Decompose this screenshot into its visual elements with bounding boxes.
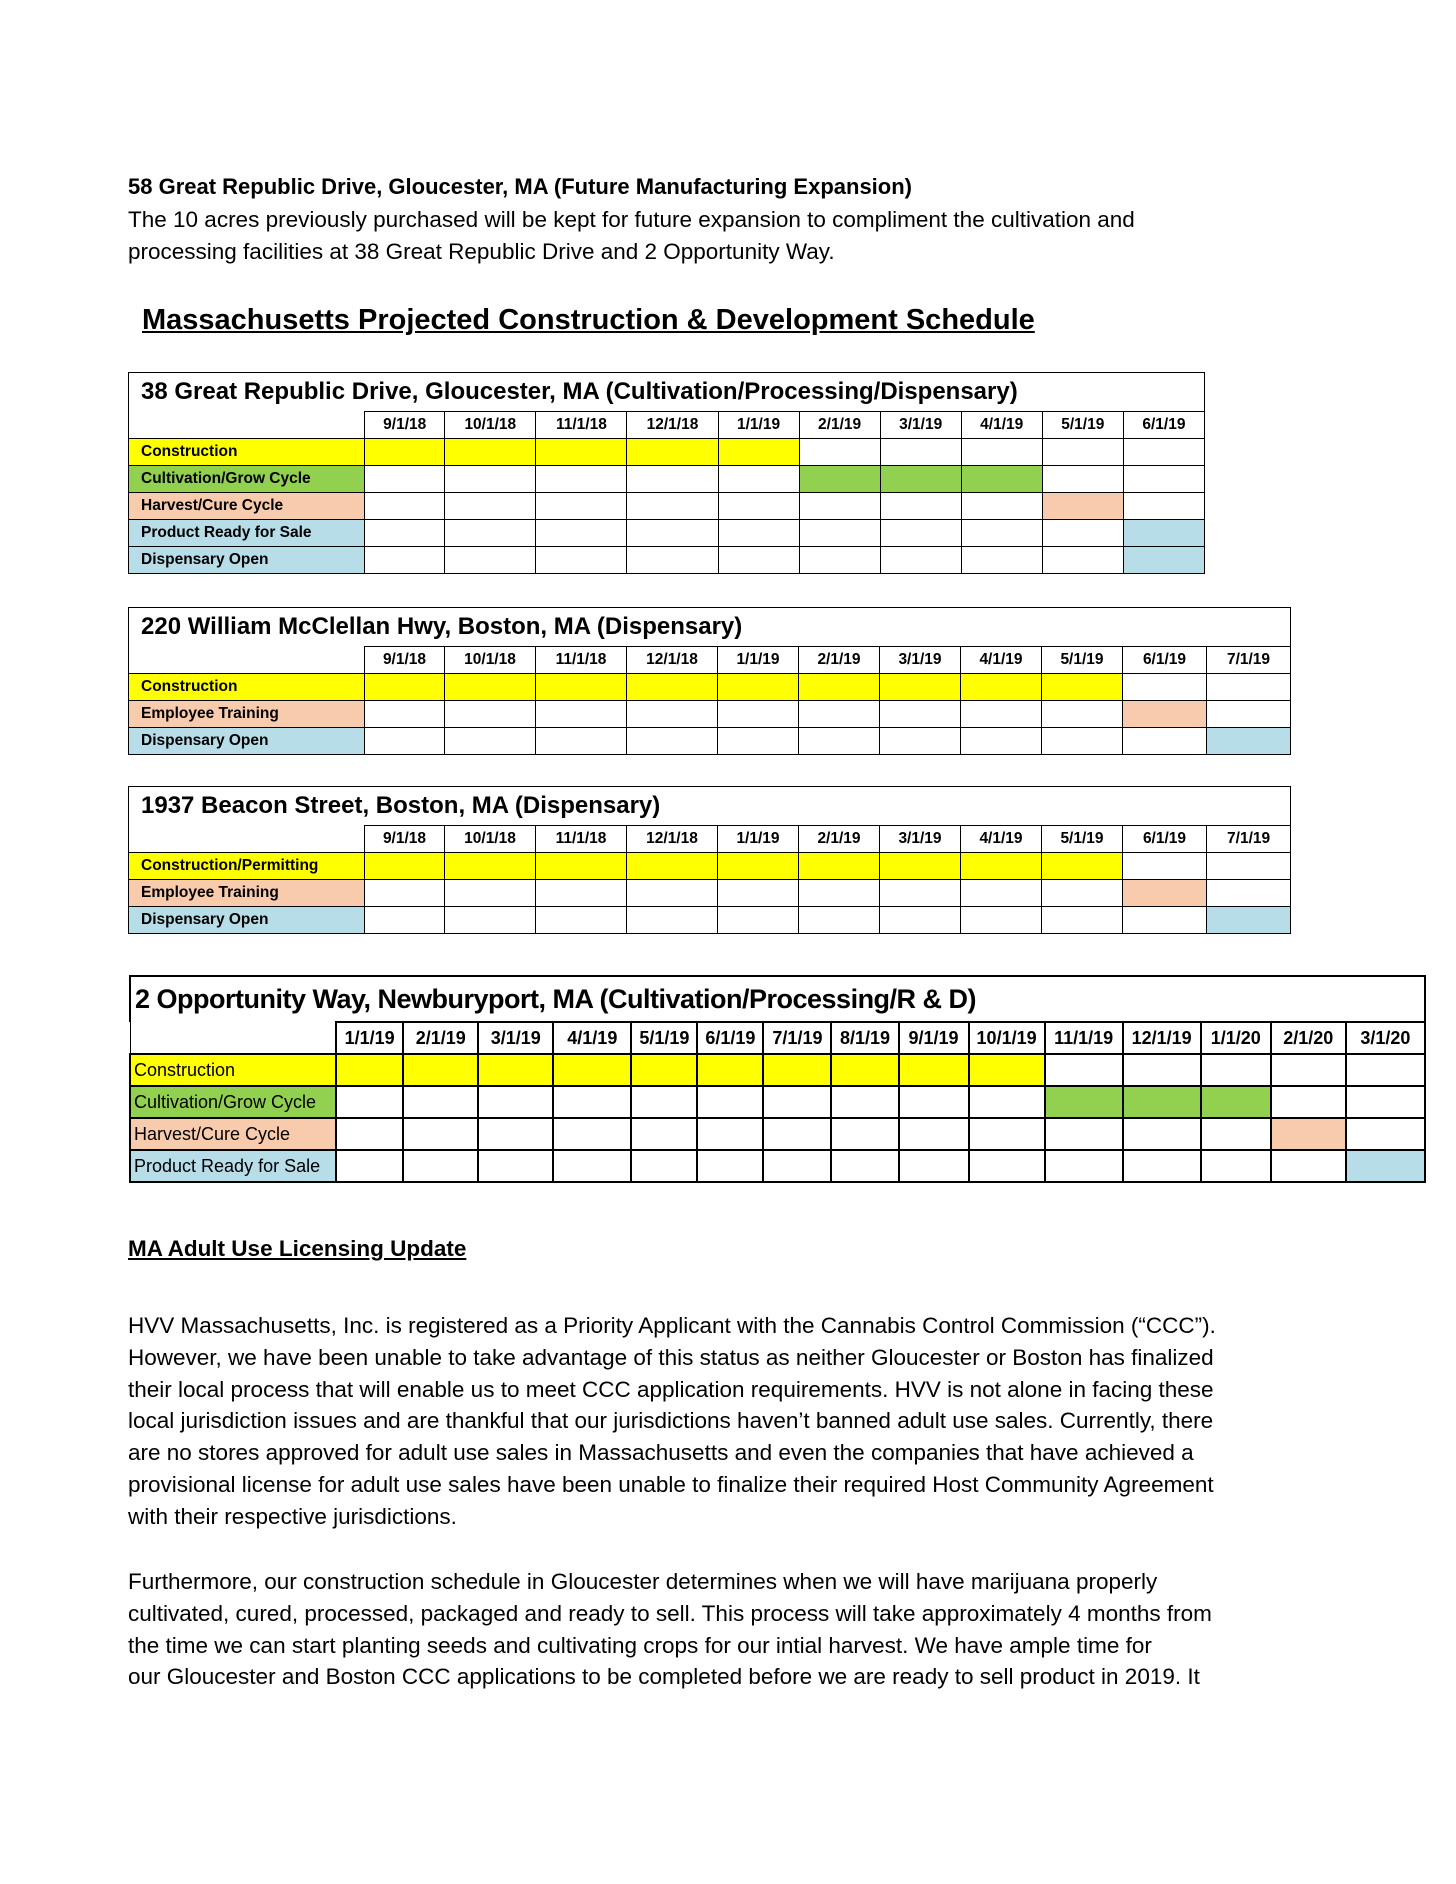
schedule-cell-empty	[445, 880, 536, 907]
schedule-row	[130, 1054, 1425, 1086]
date-header: 9/1/18	[365, 412, 445, 439]
schedule-cell-empty	[1346, 1118, 1425, 1150]
schedule-cell-empty	[478, 1086, 553, 1118]
schedule-cell-empty	[799, 701, 880, 728]
schedule-cell-filled	[718, 853, 799, 880]
schedule-cell-empty	[536, 493, 627, 520]
schedule-cell-empty	[961, 439, 1042, 466]
schedule-row	[130, 1118, 1425, 1150]
text-line: HVV Massachusetts, Inc. is registered as a Priority Applicant with the Cannabis Control Commission (“CCC”).	[128, 1313, 1216, 1338]
schedule-cell-empty	[365, 466, 445, 493]
schedule-cell-filled	[445, 439, 536, 466]
table-title: 2 Opportunity Way, Newburyport, MA (Cultivation/Processing/R & D)	[130, 976, 1425, 1022]
schedule-cell-filled	[718, 439, 799, 466]
schedule-cell-filled	[831, 1054, 898, 1086]
schedule-cell-empty	[631, 1086, 697, 1118]
text-line: the time we can start planting seeds and cultivating crops for our intial harvest. We have ample time for	[128, 1632, 1152, 1658]
schedule-cell-empty	[445, 701, 536, 728]
schedule-cell-empty	[1123, 853, 1207, 880]
schedule-cell-empty	[697, 1086, 763, 1118]
schedule-cell-empty	[536, 466, 627, 493]
schedule-cell-filled	[336, 1054, 403, 1086]
schedule-cell-filled	[718, 674, 799, 701]
schedule-cell-empty	[365, 880, 445, 907]
schedule-cell-empty	[961, 701, 1042, 728]
schedule-cell-filled	[1207, 728, 1291, 755]
intro-heading: 58 Great Republic Drive, Gloucester, MA (Future Manufacturing Expansion)	[128, 174, 912, 199]
schedule-cell-empty	[478, 1118, 553, 1150]
schedule-cell-empty	[697, 1118, 763, 1150]
schedule-cell-empty	[1123, 439, 1204, 466]
schedule-title: Massachusetts Projected Construction & Development Schedule	[142, 304, 1035, 336]
schedule-cell-filled	[961, 466, 1042, 493]
row-label: Product Ready for Sale	[129, 520, 365, 547]
schedule-cell-empty	[1271, 1086, 1346, 1118]
schedule-cell-empty	[1123, 674, 1207, 701]
schedule-cell-empty	[627, 520, 718, 547]
schedule-cell-empty	[1042, 439, 1123, 466]
table-title: 38 Great Republic Drive, Gloucester, MA (Cultivation/Processing/Dispensary)	[129, 373, 1205, 412]
row-label: Cultivation/Grow Cycle	[129, 466, 365, 493]
schedule-cell-empty	[1123, 1150, 1201, 1182]
schedule-table-gloucester	[128, 372, 1205, 574]
schedule-cell-empty	[1042, 907, 1123, 934]
schedule-cell-empty	[365, 493, 445, 520]
header-blank-cell	[130, 1022, 336, 1054]
schedule-cell-filled	[697, 1054, 763, 1086]
schedule-cell-empty	[799, 907, 880, 934]
date-header: 2/1/20	[1271, 1022, 1346, 1054]
schedule-cell-filled	[403, 1054, 478, 1086]
header-blank-cell	[129, 826, 365, 853]
schedule-cell-empty	[1042, 728, 1123, 755]
date-header: 5/1/19	[1042, 412, 1123, 439]
date-header: 7/1/19	[1207, 826, 1291, 853]
schedule-cell-filled	[961, 853, 1042, 880]
schedule-row	[129, 466, 1205, 493]
schedule-cell-empty	[627, 547, 718, 574]
date-header: 3/1/20	[1346, 1022, 1425, 1054]
schedule-cell-empty	[718, 520, 799, 547]
header-blank-cell	[129, 647, 365, 674]
schedule-cell-empty	[1207, 701, 1291, 728]
schedule-row	[129, 520, 1205, 547]
date-header: 10/1/18	[445, 647, 536, 674]
schedule-row	[130, 1150, 1425, 1182]
schedule-cell-empty	[1207, 674, 1291, 701]
schedule-cell-filled	[631, 1054, 697, 1086]
date-header: 5/1/19	[1042, 647, 1123, 674]
schedule-cell-empty	[445, 907, 536, 934]
schedule-cell-empty	[478, 1150, 553, 1182]
licensing-heading: MA Adult Use Licensing Update	[128, 1236, 467, 1261]
schedule-cell-empty	[336, 1150, 403, 1182]
schedule-cell-empty	[1207, 880, 1291, 907]
date-header: 2/1/19	[799, 826, 880, 853]
row-label: Product Ready for Sale	[130, 1150, 336, 1182]
row-label: Dispensary Open	[129, 728, 365, 755]
date-header: 3/1/19	[478, 1022, 553, 1054]
row-label: Harvest/Cure Cycle	[129, 493, 365, 520]
table-title: 220 William McClellan Hwy, Boston, MA (Dispensary)	[129, 608, 1291, 647]
schedule-cell-filled	[627, 853, 718, 880]
schedule-cell-empty	[799, 439, 880, 466]
schedule-cell-empty	[969, 1150, 1045, 1182]
schedule-cell-empty	[880, 907, 961, 934]
date-header: 1/1/19	[336, 1022, 403, 1054]
header-blank-cell	[129, 412, 365, 439]
row-label: Employee Training	[129, 701, 365, 728]
schedule-cell-filled	[1042, 493, 1123, 520]
schedule-cell-empty	[899, 1118, 969, 1150]
schedule-cell-empty	[799, 547, 880, 574]
schedule-cell-empty	[336, 1118, 403, 1150]
date-header: 12/1/19	[1123, 1022, 1201, 1054]
schedule-cell-empty	[961, 880, 1042, 907]
schedule-cell-empty	[718, 701, 799, 728]
schedule-cell-filled	[799, 674, 880, 701]
schedule-cell-filled	[627, 439, 718, 466]
schedule-cell-empty	[799, 728, 880, 755]
schedule-cell-empty	[627, 493, 718, 520]
date-header: 12/1/18	[627, 647, 718, 674]
schedule-cell-empty	[880, 701, 961, 728]
schedule-cell-filled	[478, 1054, 553, 1086]
schedule-cell-empty	[799, 493, 880, 520]
date-header: 4/1/19	[553, 1022, 631, 1054]
schedule-cell-empty	[1123, 1118, 1201, 1150]
schedule-cell-empty	[1123, 728, 1207, 755]
schedule-row	[130, 1086, 1425, 1118]
schedule-cell-filled	[365, 853, 445, 880]
schedule-cell-empty	[1045, 1054, 1123, 1086]
schedule-cell-empty	[831, 1086, 898, 1118]
date-header: 11/1/18	[536, 826, 627, 853]
schedule-cell-empty	[1123, 493, 1204, 520]
schedule-cell-empty	[365, 520, 445, 547]
schedule-cell-filled	[1207, 907, 1291, 934]
schedule-cell-filled	[365, 439, 445, 466]
schedule-cell-empty	[961, 728, 1042, 755]
date-header: 7/1/19	[1207, 647, 1291, 674]
intro-line: The 10 acres previously purchased will be kept for future expansion to compliment the cultivation and	[128, 207, 1135, 232]
schedule-cell-empty	[445, 520, 536, 547]
schedule-cell-empty	[365, 728, 445, 755]
date-header: 10/1/18	[445, 412, 536, 439]
schedule-cell-empty	[536, 701, 627, 728]
schedule-cell-empty	[536, 728, 627, 755]
schedule-row	[129, 728, 1291, 755]
schedule-cell-empty	[718, 493, 799, 520]
schedule-cell-empty	[1045, 1150, 1123, 1182]
schedule-cell-empty	[880, 493, 961, 520]
schedule-row	[129, 547, 1205, 574]
schedule-cell-empty	[718, 907, 799, 934]
schedule-cell-filled	[1271, 1118, 1346, 1150]
schedule-cell-empty	[403, 1118, 478, 1150]
schedule-cell-filled	[1045, 1086, 1123, 1118]
row-label: Cultivation/Grow Cycle	[130, 1086, 336, 1118]
row-label: Construction	[129, 439, 365, 466]
schedule-cell-empty	[536, 907, 627, 934]
schedule-cell-empty	[1346, 1054, 1425, 1086]
schedule-cell-filled	[763, 1054, 831, 1086]
schedule-cell-filled	[445, 674, 536, 701]
schedule-cell-empty	[536, 520, 627, 547]
schedule-cell-empty	[365, 701, 445, 728]
schedule-cell-empty	[1201, 1150, 1271, 1182]
schedule-cell-empty	[718, 466, 799, 493]
date-header: 3/1/19	[880, 826, 961, 853]
schedule-cell-empty	[445, 728, 536, 755]
schedule-cell-filled	[880, 674, 961, 701]
schedule-cell-filled	[1123, 701, 1207, 728]
schedule-row	[129, 493, 1205, 520]
schedule-cell-filled	[799, 853, 880, 880]
date-header: 11/1/18	[536, 647, 627, 674]
schedule-cell-filled	[799, 466, 880, 493]
schedule-cell-empty	[799, 880, 880, 907]
schedule-cell-empty	[627, 880, 718, 907]
schedule-cell-empty	[899, 1150, 969, 1182]
schedule-cell-empty	[553, 1086, 631, 1118]
schedule-cell-empty	[763, 1150, 831, 1182]
schedule-cell-empty	[1207, 853, 1291, 880]
date-header: 9/1/18	[365, 826, 445, 853]
date-header: 1/1/19	[718, 826, 799, 853]
schedule-cell-empty	[403, 1086, 478, 1118]
schedule-cell-filled	[445, 853, 536, 880]
schedule-cell-empty	[831, 1150, 898, 1182]
schedule-cell-empty	[627, 907, 718, 934]
schedule-cell-empty	[403, 1150, 478, 1182]
date-header: 1/1/19	[718, 412, 799, 439]
date-header: 4/1/19	[961, 412, 1042, 439]
schedule-cell-empty	[536, 547, 627, 574]
schedule-cell-empty	[880, 547, 961, 574]
schedule-cell-filled	[969, 1054, 1045, 1086]
schedule-cell-empty	[627, 466, 718, 493]
text-line: local jurisdiction issues and are thankful that our jurisdictions haven’t banned adult use sales. Currently, there	[128, 1408, 1214, 1434]
schedule-cell-empty	[631, 1118, 697, 1150]
date-header: 12/1/18	[627, 412, 718, 439]
date-header: 9/1/19	[899, 1022, 969, 1054]
text-line: cultivated, cured, processed, packaged and ready to sell. This process will take approximately 4 months from	[128, 1600, 1212, 1626]
schedule-cell-empty	[1042, 547, 1123, 574]
schedule-cell-empty	[365, 547, 445, 574]
schedule-cell-empty	[445, 547, 536, 574]
schedule-cell-filled	[1123, 547, 1204, 574]
schedule-cell-filled	[880, 853, 961, 880]
schedule-cell-empty	[1201, 1054, 1271, 1086]
schedule-cell-empty	[631, 1150, 697, 1182]
schedule-cell-empty	[1042, 466, 1123, 493]
date-header: 3/1/19	[880, 647, 961, 674]
date-header: 6/1/19	[1123, 826, 1207, 853]
row-label: Construction/Permitting	[129, 853, 365, 880]
schedule-cell-empty	[961, 520, 1042, 547]
schedule-cell-empty	[1123, 1054, 1201, 1086]
schedule-cell-empty	[880, 728, 961, 755]
schedule-cell-empty	[1271, 1054, 1346, 1086]
schedule-cell-filled	[536, 674, 627, 701]
date-header: 4/1/19	[961, 826, 1042, 853]
schedule-cell-empty	[627, 728, 718, 755]
schedule-cell-empty	[961, 547, 1042, 574]
date-header: 2/1/19	[799, 412, 880, 439]
schedule-cell-empty	[799, 520, 880, 547]
licensing-paragraph-1	[128, 1310, 1308, 1533]
schedule-cell-empty	[718, 880, 799, 907]
schedule-cell-empty	[1271, 1150, 1346, 1182]
row-label: Construction	[129, 674, 365, 701]
schedule-cell-empty	[718, 547, 799, 574]
schedule-cell-empty	[365, 907, 445, 934]
date-header: 11/1/19	[1045, 1022, 1123, 1054]
schedule-cell-empty	[1346, 1086, 1425, 1118]
schedule-cell-empty	[1123, 466, 1204, 493]
schedule-cell-empty	[899, 1086, 969, 1118]
row-label: Dispensary Open	[129, 907, 365, 934]
date-header: 2/1/19	[403, 1022, 478, 1054]
schedule-cell-filled	[899, 1054, 969, 1086]
schedule-cell-empty	[553, 1150, 631, 1182]
date-header: 5/1/19	[1042, 826, 1123, 853]
schedule-cell-empty	[831, 1118, 898, 1150]
date-header: 1/1/19	[718, 647, 799, 674]
text-line: with their respective jurisdictions.	[128, 1503, 457, 1529]
schedule-cell-filled	[1042, 674, 1123, 701]
schedule-table-beacon-street	[128, 786, 1291, 934]
text-line: provisional license for adult use sales have been unable to finalize their required Host Community Agreement	[128, 1471, 1214, 1497]
schedule-cell-empty	[763, 1086, 831, 1118]
schedule-cell-empty	[336, 1086, 403, 1118]
row-label: Dispensary Open	[129, 547, 365, 574]
schedule-cell-filled	[553, 1054, 631, 1086]
schedule-cell-filled	[880, 466, 961, 493]
schedule-table-opportunity-way	[129, 975, 1426, 1183]
date-header: 6/1/19	[697, 1022, 763, 1054]
schedule-cell-empty	[880, 439, 961, 466]
schedule-table-william-mcclellan	[128, 607, 1291, 755]
schedule-cell-empty	[961, 493, 1042, 520]
schedule-cell-empty	[718, 728, 799, 755]
schedule-row	[129, 853, 1291, 880]
text-line: our Gloucester and Boston CCC applications to be completed before we are ready to sell product in 2019. It	[128, 1664, 1200, 1690]
date-header: 6/1/19	[1123, 412, 1204, 439]
schedule-row	[129, 439, 1205, 466]
schedule-cell-filled	[1346, 1150, 1425, 1182]
schedule-cell-filled	[627, 674, 718, 701]
schedule-row	[129, 701, 1291, 728]
schedule-cell-filled	[1123, 1086, 1201, 1118]
schedule-cell-empty	[1201, 1118, 1271, 1150]
schedule-cell-empty	[880, 880, 961, 907]
date-header: 9/1/18	[365, 647, 445, 674]
date-header: 2/1/19	[799, 647, 880, 674]
date-header: 1/1/20	[1201, 1022, 1271, 1054]
schedule-cell-empty	[1045, 1118, 1123, 1150]
date-header: 7/1/19	[763, 1022, 831, 1054]
schedule-cell-filled	[1201, 1086, 1271, 1118]
table-title: 1937 Beacon Street, Boston, MA (Dispensary)	[129, 787, 1291, 826]
date-header: 4/1/19	[961, 647, 1042, 674]
row-label: Harvest/Cure Cycle	[130, 1118, 336, 1150]
date-header: 11/1/18	[536, 412, 627, 439]
schedule-cell-filled	[365, 674, 445, 701]
schedule-row	[129, 907, 1291, 934]
schedule-cell-empty	[536, 880, 627, 907]
date-header: 12/1/18	[627, 826, 718, 853]
schedule-cell-empty	[445, 466, 536, 493]
text-line: their local process that will enable us to meet CCC application requirements. HVV is not alone in facing these	[128, 1376, 1214, 1402]
schedule-cell-empty	[553, 1118, 631, 1150]
date-header: 10/1/19	[969, 1022, 1045, 1054]
schedule-cell-empty	[763, 1118, 831, 1150]
schedule-cell-empty	[969, 1086, 1045, 1118]
schedule-cell-empty	[1042, 880, 1123, 907]
schedule-cell-empty	[627, 701, 718, 728]
schedule-cell-empty	[1042, 520, 1123, 547]
intro-line: processing facilities at 38 Great Republic Drive and 2 Opportunity Way.	[128, 239, 835, 264]
schedule-cell-filled	[536, 439, 627, 466]
licensing-paragraph-2	[128, 1566, 1308, 1693]
schedule-cell-empty	[697, 1150, 763, 1182]
schedule-cell-empty	[1042, 701, 1123, 728]
schedule-row	[129, 880, 1291, 907]
text-line: However, we have been unable to take advantage of this status as neither Gloucester or Boston has finalized	[128, 1344, 1214, 1370]
schedule-cell-empty	[445, 493, 536, 520]
date-header: 6/1/19	[1123, 647, 1207, 674]
date-header: 3/1/19	[880, 412, 961, 439]
text-line: are no stores approved for adult use sales in Massachusetts and even the companies that have achieved a	[128, 1440, 1194, 1466]
row-label: Construction	[130, 1054, 336, 1086]
date-header: 5/1/19	[631, 1022, 697, 1054]
schedule-cell-filled	[1123, 520, 1204, 547]
text-line: Furthermore, our construction schedule in Gloucester determines when we will have marijuana properly	[128, 1569, 1158, 1594]
schedule-cell-filled	[536, 853, 627, 880]
schedule-cell-empty	[1123, 907, 1207, 934]
schedule-cell-filled	[1123, 880, 1207, 907]
schedule-cell-empty	[880, 520, 961, 547]
schedule-row	[129, 674, 1291, 701]
schedule-cell-empty	[969, 1118, 1045, 1150]
row-label: Employee Training	[129, 880, 365, 907]
schedule-cell-filled	[1042, 853, 1123, 880]
schedule-cell-empty	[961, 907, 1042, 934]
schedule-cell-filled	[961, 674, 1042, 701]
date-header: 10/1/18	[445, 826, 536, 853]
date-header: 8/1/19	[831, 1022, 898, 1054]
